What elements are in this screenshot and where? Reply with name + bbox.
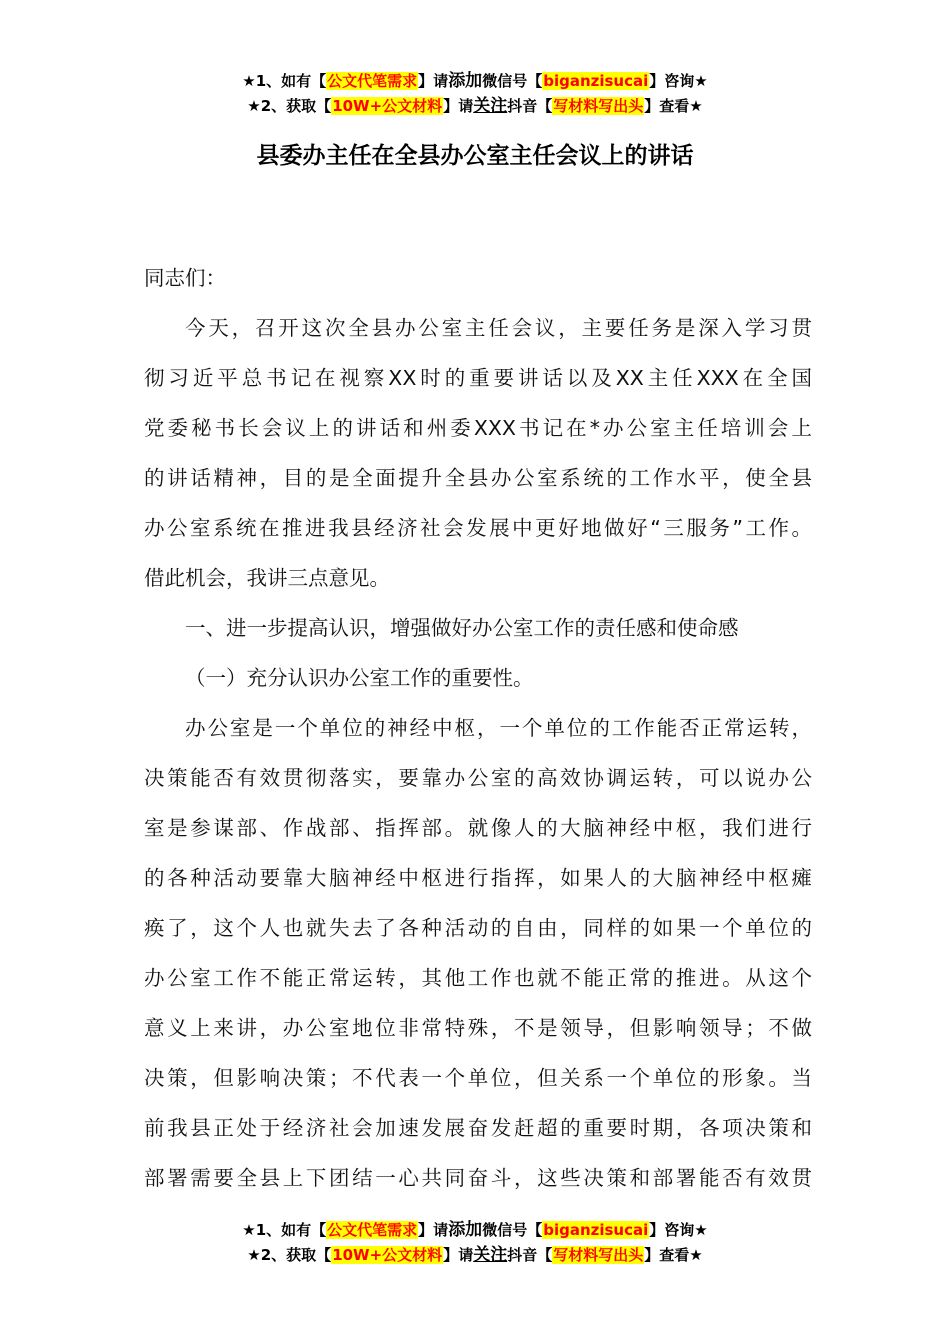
paragraph-line: 党委秘书长会议上的讲话和州委XXX书记在*办公室主任培训会上 — [144, 416, 812, 440]
paragraph-line: 的各种活动要靠大脑神经中枢进行指挥，如果人的大脑神经中枢瘫 — [144, 866, 812, 890]
banner-line-2: ★2、获取【10W+公文材料】请关注抖音【写材料写出头】查看★ — [247, 1245, 703, 1265]
header-banner — [0, 69, 950, 119]
paragraph-line: 决策，但影响决策；不代表一个单位，但关系一个单位的形象。当 — [144, 1066, 812, 1090]
paragraph-line: 办公室是一个单位的神经中枢，一个单位的工作能否正常运转， — [185, 716, 812, 740]
highlight-service: 公文代笔需求 — [327, 72, 418, 90]
emphasis-add: 添加 — [448, 71, 483, 91]
highlight-service: 公文代笔需求 — [327, 1221, 418, 1239]
paragraph-line: 今天，召开这次全县办公室主任会议，主要任务是深入学习贯 — [185, 316, 812, 340]
highlight-wechat-id: biganzisucai — [543, 72, 649, 90]
paragraph-line: 决策能否有效贯彻落实，要靠办公室的高效协调运转，可以说办公 — [144, 766, 812, 790]
highlight-materials: 10W+公文材料 — [332, 97, 443, 115]
paragraph-line: 部署需要全县上下团结一心共同奋斗，这些决策和部署能否有效贯 — [144, 1166, 812, 1190]
paragraph-line: 意义上来讲，办公室地位非常特殊，不是领导，但影响领导；不做 — [144, 1016, 812, 1040]
paragraph-line: 办公室工作不能正常运转，其他工作也就不能正常的推进。从这个 — [144, 966, 812, 990]
highlight-douyin-account: 写材料写出头 — [553, 97, 644, 115]
document-body — [144, 253, 812, 1203]
emphasis-follow: 关注 — [473, 1245, 508, 1265]
footer-banner — [0, 1218, 950, 1268]
paragraph-line: 的讲话精神，目的是全面提升全县办公室系统的工作水平，使全县 — [144, 466, 812, 490]
paragraph-line: 室是参谋部、作战部、指挥部。就像人的大脑神经中枢，我们进行 — [144, 816, 812, 840]
emphasis-add: 添加 — [448, 1220, 483, 1240]
paragraph-line: 办公室系统在推进我县经济社会发展中更好地做好“三服务”工作。 — [144, 516, 812, 540]
paragraph-line: 彻习近平总书记在视察XX时的重要讲话以及XX主任XXX在全国 — [144, 366, 812, 390]
paragraph-line: 痪了，这个人也就失去了各种活动的自由，同样的如果一个单位的 — [144, 916, 812, 940]
banner-line-2: ★2、获取【10W+公文材料】请关注抖音【写材料写出头】查看★ — [247, 96, 703, 116]
document-title: 县委办主任在全县办公室主任会议上的讲话 — [256, 143, 694, 169]
banner-line-1: ★1、如有【公文代笔需求】请添加微信号【biganzisucai】咨询★ — [242, 71, 708, 91]
highlight-wechat-id: biganzisucai — [543, 1221, 649, 1239]
highlight-douyin-account: 写材料写出头 — [553, 1246, 644, 1264]
paragraph-line: 前我县正处于经济社会加速发展奋发赶超的重要时期，各项决策和 — [144, 1116, 812, 1140]
section-heading: 一、进一步提高认识，增强做好办公室工作的责任感和使命感 — [185, 616, 739, 640]
paragraph-line: 借此机会，我讲三点意见。 — [144, 566, 390, 590]
subsection-heading: （一）充分认识办公室工作的重要性。 — [185, 666, 534, 690]
highlight-materials: 10W+公文材料 — [332, 1246, 443, 1264]
emphasis-follow: 关注 — [473, 96, 508, 116]
salutation: 同志们： — [144, 266, 226, 290]
banner-line-1: ★1、如有【公文代笔需求】请添加微信号【biganzisucai】咨询★ — [242, 1220, 708, 1240]
